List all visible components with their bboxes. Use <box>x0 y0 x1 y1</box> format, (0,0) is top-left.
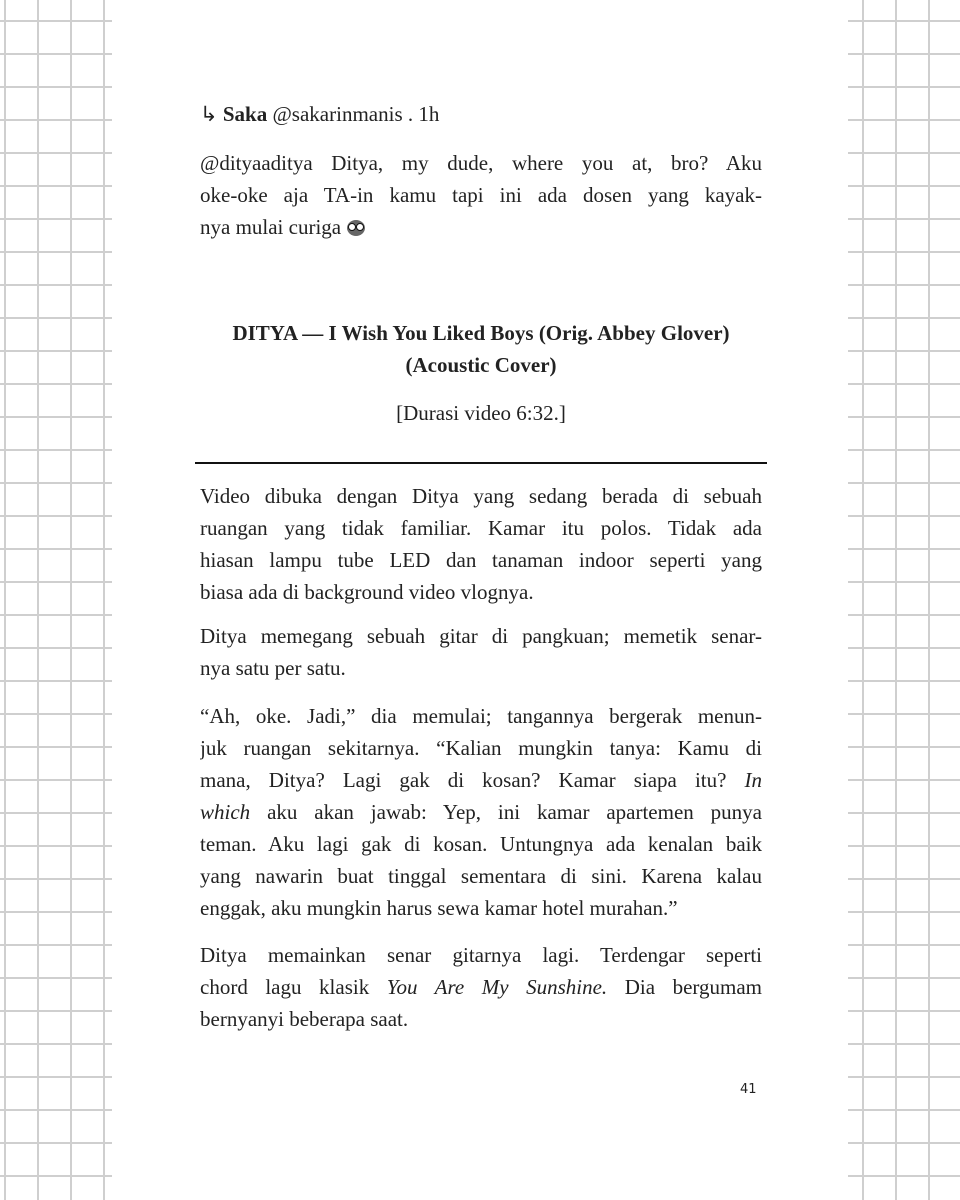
paragraph-line: mana, Ditya? Lagi gak di kosan? Kamar siapa itu? In <box>200 768 762 792</box>
paragraph <box>200 480 762 608</box>
video-title-line: DITYA — I Wish You Liked Boys (Orig. Abbey Glover) <box>232 321 730 345</box>
italic-text: You Are My Sunshine. <box>386 975 608 999</box>
paragraph-line: nya satu per satu. <box>200 656 346 680</box>
reply-handle: @sakarinmanis . 1h <box>272 102 440 126</box>
reply-line: oke-oke aja TA-in kamu tapi ini ada dosen yang kayak- <box>200 183 762 207</box>
italic-text: which <box>200 800 251 824</box>
paragraph-line: teman. Aku lagi gak di kosan. Untungnya ada kenalan baik <box>200 832 762 856</box>
paragraph-line: enggak, aku mungkin harus sewa kamar hotel murahan.” <box>200 896 678 920</box>
divider <box>195 462 767 464</box>
paragraph-line: juk ruangan sekitarnya. “Kalian mungkin tanya: Kamu di <box>200 736 762 760</box>
paragraph-line: biasa ada di background video vlognya. <box>200 580 534 604</box>
reply-line: @dityaaditya Ditya, my dude, where you at, bro? Aku <box>200 151 762 175</box>
paragraph <box>200 700 762 924</box>
paragraph-line: Ditya memegang sebuah gitar di pangkuan; memetik senar- <box>200 624 762 648</box>
video-title <box>190 317 772 381</box>
paragraph-line: hiasan lampu tube LED dan tanaman indoor seperti yang <box>200 548 762 572</box>
paragraph-line: ruangan yang tidak familiar. Kamar itu polos. Tidak ada <box>200 516 762 540</box>
paragraph-line: yang nawarin buat tinggal sementara di sini. Karena kalau <box>200 864 762 888</box>
video-duration <box>200 397 762 429</box>
video-title-line: (Acoustic Cover) <box>405 353 557 377</box>
paragraph-line: which aku akan jawab: Yep, ini kamar apartemen punya <box>200 800 762 824</box>
reply-body <box>200 147 762 243</box>
reply-arrow-icon: ↳ <box>200 102 218 126</box>
reply-header <box>200 98 762 130</box>
page-number: 41 <box>740 1082 757 1097</box>
reply-line: nya mulai curiga <box>200 215 342 239</box>
paragraph-line: “Ah, oke. Jadi,” dia memulai; tangannya bergerak menun- <box>200 704 762 728</box>
italic-text: In <box>744 768 762 792</box>
paragraph <box>200 939 762 1035</box>
paragraph <box>200 620 762 684</box>
paragraph-line: bernyanyi beberapa saat. <box>200 1007 409 1031</box>
paragraph-line: Ditya memainkan senar gitarnya lagi. Terdengar seperti <box>200 943 762 967</box>
duration-text: [Durasi video 6:32.] <box>396 401 566 425</box>
reply-author: Saka <box>222 102 268 126</box>
paragraph-line: Video dibuka dengan Ditya yang sedang berada di sebuah <box>200 484 762 508</box>
disguised-face-icon <box>347 220 365 236</box>
paragraph-line: chord lagu klasik You Are My Sunshine. Dia bergumam <box>200 975 762 999</box>
